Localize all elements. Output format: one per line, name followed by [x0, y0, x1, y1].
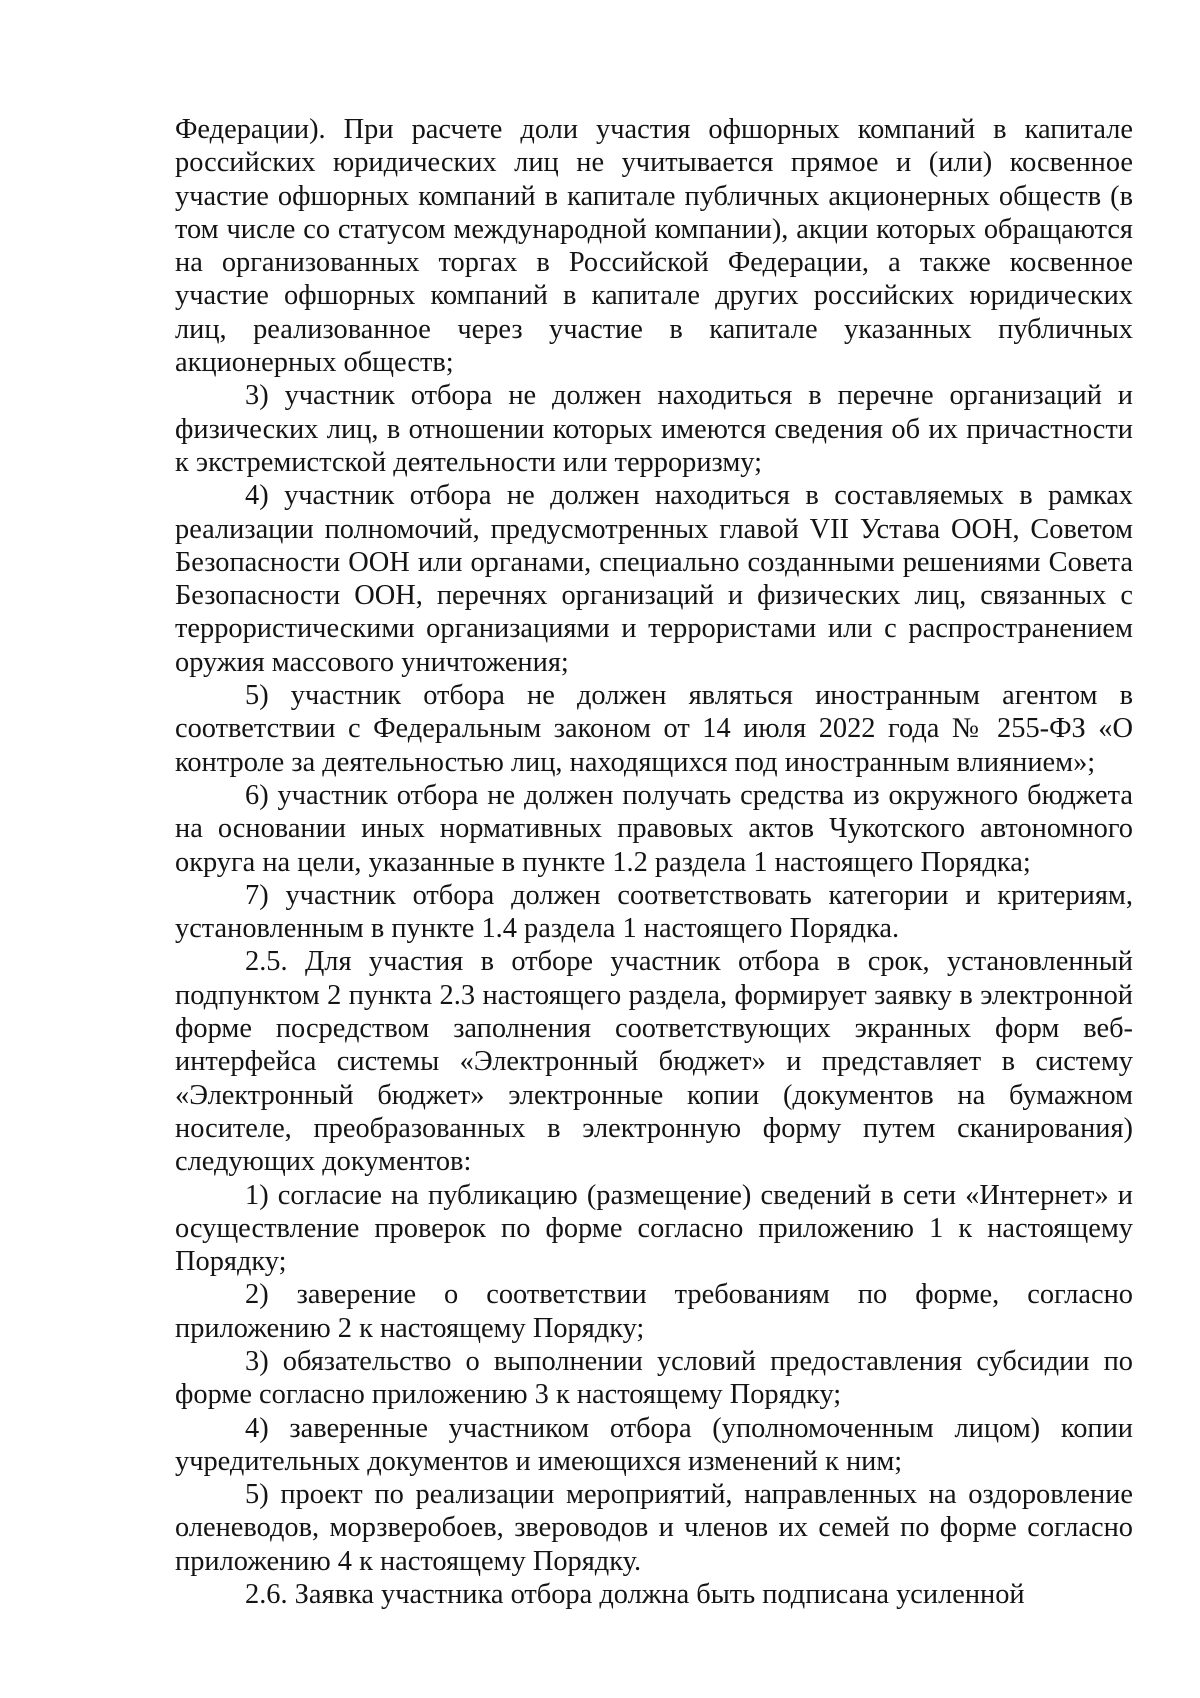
paragraph-2-5-application: 2.5. Для участия в отборе участник отбора в срок, установленный подпунктом 2 пункта 2.3 настоящего раздела, формирует заявку в электронной форме посредством заполнения соответствующих экранных форм веб-интерфейса системы «Электронный бюджет» и представляет в систему «Электронный бюджет» электронные копии (документов на бумажном носителе, преобразованных в электронную форму путем сканирования) следующих документов: [175, 946, 1133, 1178]
paragraph-offshore-share: Федерации). При расчете доли участия офшорных компаний в капитале российских юридических лиц не учитывается прямое и (или) косвенное участие офшорных компаний в капитале публичных акционерных обществ (в том числе со статусом международной компании), акции которых обращаются на организованных торгах в Российской Федерации, а также косвенное участие офшорных компаний в капитале других российских юридических лиц, реализованное через участие в капитале указанных публичных акционерных обществ; [175, 114, 1133, 379]
paragraph-item-7-criteria: 7) участник отбора должен соответствовать категории и критериям, установленным в пункте 1.4 раздела 1 настоящего Порядка. [175, 879, 1133, 945]
paragraph-doc-3-obligation: 3) обязательство о выполнении условий предоставления субсидии по форме согласно приложению 3 к настоящему Порядку; [175, 1345, 1133, 1411]
paragraph-doc-5-project: 5) проект по реализации мероприятий, направленных на оздоровление оленеводов, морзверобоев, звероводов и членов их семей по форме согласно приложению 4 к настоящему Порядку. [175, 1479, 1133, 1577]
document-page [175, 113, 1133, 1611]
paragraph-doc-4-founding-docs: 4) заверенные участником отбора (уполномоченным лицом) копии учредительных документов и имеющихся изменений к ним; [175, 1412, 1133, 1477]
paragraph-item-5-foreign-agent: 5) участник отбора не должен являться иностранным агентом в соответствии с Федеральным законом от 14 июля 2022 года № 255-ФЗ «О контроле за деятельностью лиц, находящихся под иностранным влиянием»; [175, 680, 1133, 778]
paragraph-doc-1-consent: 1) согласие на публикацию (размещение) сведений в сети «Интернет» и осуществление проверок по форме согласно приложению 1 к настоящему Порядку; [175, 1179, 1133, 1278]
paragraph-item-3-extremism-list: 3) участник отбора не должен находиться в перечне организаций и физических лиц, в отношении которых имеются сведения об их причастности к экстремистской деятельности или терроризму; [175, 380, 1133, 478]
paragraph-2-6-signature: 2.6. Заявка участника отбора должна быть подписана усиленной [245, 1579, 1025, 1611]
paragraph-item-6-budget-funds: 6) участник отбора не должен получать средства из окружного бюджета на основании иных нормативных правовых актов Чукотского автономного округа на цели, указанные в пункте 1.2 раздела 1 настоящего Порядка; [175, 779, 1133, 878]
paragraph-item-4-un-lists: 4) участник отбора не должен находиться в составляемых в рамках реализации полномочий, предусмотренных главой VII Устава ООН, Советом Безопасности ООН или органами, специально созданными решениями Совета Безопасности ООН, перечнях организаций и физических лиц, связанных с террористическими организациями и террористами или с распространением оружия массового уничтожения; [175, 480, 1133, 678]
paragraph-doc-2-assurance: 2) заверение о соответствии требованиям по форме, согласно приложению 2 к настоящему Порядку; [175, 1279, 1133, 1344]
